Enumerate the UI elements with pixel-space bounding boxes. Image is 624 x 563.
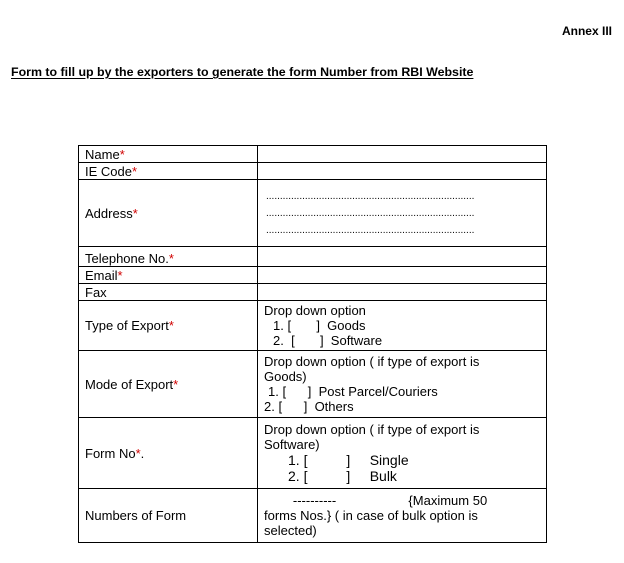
option-single[interactable]: 1. [ ] Single bbox=[288, 452, 409, 468]
table-row bbox=[79, 351, 547, 418]
address-line-2: ........................................................................... bbox=[266, 207, 475, 219]
telephone-label: Telephone No.* bbox=[79, 247, 258, 267]
required-star: * bbox=[117, 267, 123, 283]
option-software[interactable]: 2. [ ] Software bbox=[273, 333, 383, 348]
email-label: Email* bbox=[79, 267, 258, 284]
table-row bbox=[79, 180, 547, 247]
mode-of-export-dropdown[interactable] bbox=[258, 351, 547, 418]
required-star: * bbox=[119, 146, 125, 162]
form-no-dropdown[interactable] bbox=[258, 418, 547, 489]
required-star: * bbox=[168, 318, 174, 333]
numbers-hint-1: ---------- {Maximum 50 bbox=[264, 493, 488, 508]
option-others[interactable]: 2. [ ] Others bbox=[264, 399, 354, 414]
dropdown-hint-cont: Goods) bbox=[264, 369, 307, 384]
annex-label: Annex III bbox=[561, 24, 612, 38]
ie-code-label: IE Code* bbox=[79, 163, 258, 180]
document-title: Form to fill up by the exporters to generate the form Number from RBI Website bbox=[11, 65, 474, 79]
dropdown-hint: Drop down option ( if type of export is bbox=[264, 354, 480, 369]
fax-field[interactable] bbox=[258, 284, 547, 301]
table-row bbox=[79, 146, 547, 163]
address-line-1: ........................................................................... bbox=[266, 190, 475, 202]
name-label: Name* bbox=[79, 146, 258, 163]
fax-label: Fax bbox=[79, 284, 258, 301]
type-of-export-label: Type of Export* bbox=[79, 301, 258, 351]
exporter-form-table bbox=[78, 145, 547, 543]
table-row bbox=[79, 267, 547, 284]
required-star: * bbox=[135, 445, 141, 461]
table-row bbox=[79, 301, 547, 351]
required-star: * bbox=[131, 163, 138, 179]
address-line-3: ........................................................................... bbox=[266, 224, 475, 236]
dropdown-hint: Drop down option ( if type of export is bbox=[264, 422, 480, 437]
table-row bbox=[79, 489, 547, 543]
email-field[interactable] bbox=[258, 267, 547, 284]
mode-of-export-label: Mode of Export* bbox=[79, 351, 258, 418]
address-field[interactable] bbox=[258, 180, 547, 247]
option-goods[interactable]: 1. [ ] Goods bbox=[273, 318, 366, 333]
type-of-export-dropdown[interactable] bbox=[258, 301, 547, 351]
option-bulk[interactable]: 2. [ ] Bulk bbox=[288, 468, 397, 484]
telephone-field[interactable] bbox=[258, 247, 547, 267]
required-star: * bbox=[168, 251, 174, 266]
name-field[interactable] bbox=[258, 146, 547, 163]
numbers-hint-2: forms Nos.} ( in case of bulk option is bbox=[264, 508, 478, 523]
numbers-of-form-label: Numbers of Form bbox=[79, 489, 258, 543]
option-post-parcel[interactable]: 1. [ ] Post Parcel/Couriers bbox=[268, 384, 438, 399]
table-row bbox=[79, 247, 547, 267]
address-label: Address* bbox=[79, 180, 258, 247]
required-star: * bbox=[132, 205, 138, 221]
numbers-hint-3: selected) bbox=[264, 523, 317, 538]
form-no-label: Form No*. bbox=[79, 418, 258, 489]
table-row bbox=[79, 284, 547, 301]
required-star: * bbox=[173, 376, 179, 392]
table-row bbox=[79, 418, 547, 489]
dropdown-hint-cont: Software) bbox=[264, 437, 320, 452]
numbers-of-form-field[interactable] bbox=[258, 489, 547, 543]
table-row bbox=[79, 163, 547, 180]
dropdown-hint: Drop down option bbox=[264, 303, 366, 318]
ie-code-field[interactable] bbox=[258, 163, 547, 180]
